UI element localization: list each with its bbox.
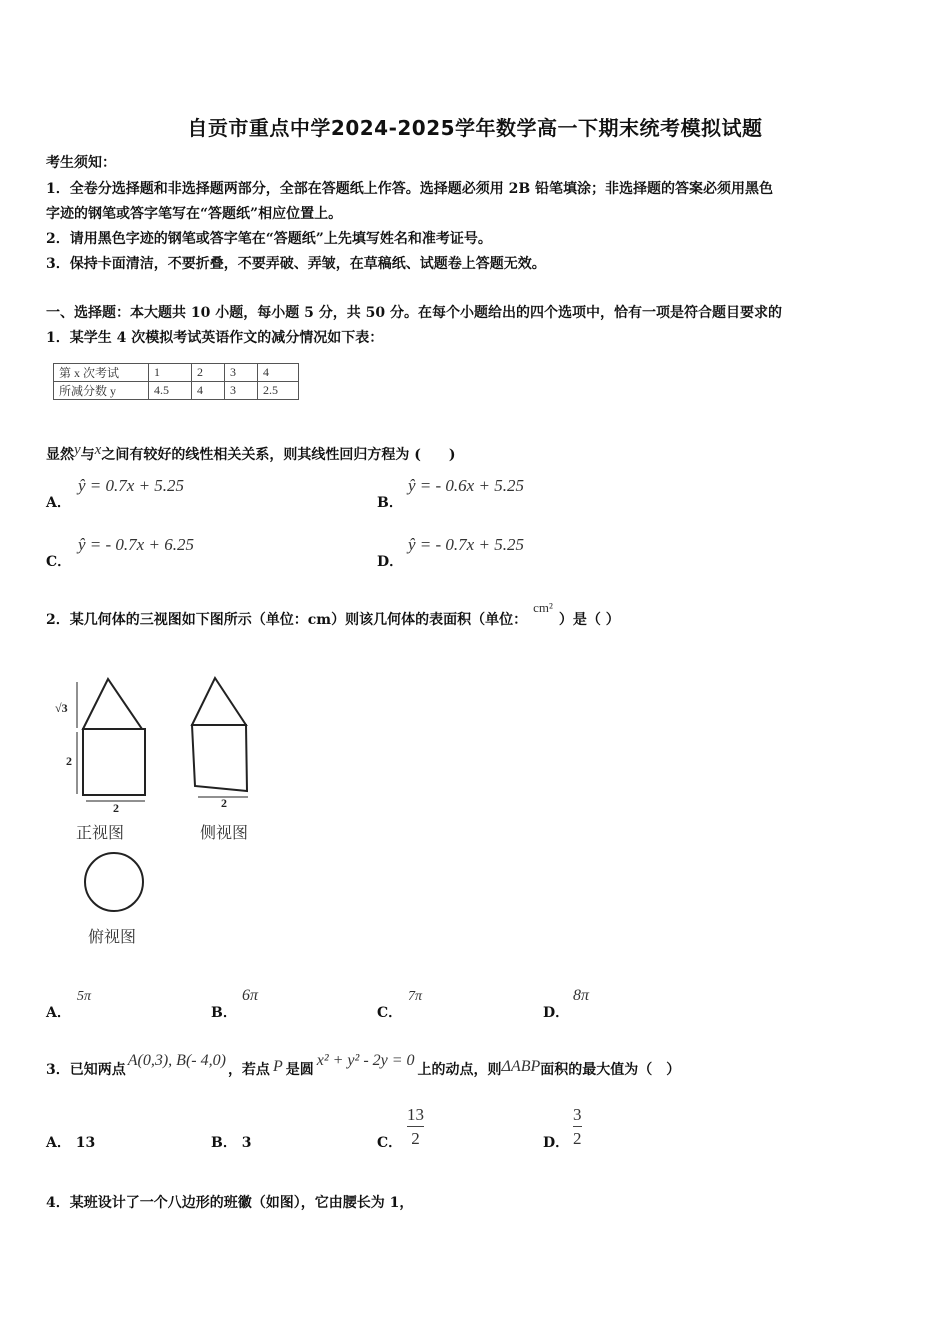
top-view-circle bbox=[85, 853, 143, 911]
q3-option-d-label[interactable]: D． bbox=[543, 1135, 570, 1151]
q3-option-d[interactable] bbox=[573, 1106, 582, 1147]
fraction-denominator: 2 bbox=[411, 1129, 420, 1148]
circle-equation: x² + y² - 2y = 0 bbox=[316, 1052, 415, 1069]
top-view-label: 俯视图 bbox=[88, 927, 137, 946]
notice-heading: 考生须知： bbox=[46, 155, 116, 171]
dim-2-front: 2 bbox=[113, 801, 119, 815]
notice-line-1a: 1．全卷分选择题和非选择题两部分，全部在答题纸上作答。选择题必须用 2B 铅笔填涂；非选择题的答案必须用黑色 bbox=[46, 181, 774, 197]
q2-stem: 2．某几何体的三视图如下图所示（单位：cm）则该几何体的表面积（单位：cm²）是（ ） bbox=[46, 600, 620, 628]
fraction-numerator: 3 bbox=[573, 1105, 582, 1124]
q2-option-d-label[interactable]: D． bbox=[543, 1005, 570, 1021]
q1-option-d-label[interactable]: D． bbox=[377, 554, 404, 570]
var-p: P bbox=[272, 1058, 283, 1075]
q3-option-c[interactable] bbox=[407, 1106, 424, 1147]
q2-option-b-label[interactable]: B． bbox=[211, 1005, 237, 1021]
dim-2-side: 2 bbox=[221, 796, 227, 810]
q1-option-c-label[interactable]: C． bbox=[46, 554, 72, 570]
notice-line-3: 3．保持卡面清洁，不要折叠，不要弄破、弄皱，在草稿纸、试题卷上答题无效。 bbox=[46, 256, 546, 272]
q3-option-c-label[interactable]: C． bbox=[377, 1135, 403, 1151]
side-view-label: 侧视图 bbox=[200, 823, 249, 842]
score-table bbox=[53, 363, 299, 400]
notice-line-2: 2．请用黑色字迹的钢笔或答字笔在“答题纸”上先填写姓名和准考证号。 bbox=[46, 231, 492, 247]
fraction-bar bbox=[407, 1126, 424, 1127]
front-square bbox=[83, 729, 145, 795]
q2-option-a-label[interactable]: A． bbox=[46, 1005, 71, 1021]
q1-option-b-label[interactable]: B． bbox=[377, 495, 403, 511]
q1-option-a-label[interactable]: A． bbox=[46, 495, 71, 511]
q3-option-b-label[interactable]: B． 3 bbox=[211, 1135, 252, 1151]
front-view bbox=[77, 679, 145, 801]
table-cell: 3 bbox=[225, 364, 258, 382]
page-title: 自贡市重点中学2024-2025学年数学高一下期末统考模拟试题 bbox=[187, 116, 763, 140]
fraction-denominator: 2 bbox=[573, 1129, 582, 1148]
q3-option-a[interactable]: 13 bbox=[75, 1135, 96, 1151]
table-cell: 1 bbox=[149, 364, 192, 382]
q1-option-d[interactable]: ŷ = - 0.7x + 5.25 bbox=[408, 535, 524, 554]
table-cell: 2.5 bbox=[258, 382, 299, 400]
q3-option-b[interactable]: 3 bbox=[241, 1135, 252, 1151]
var-x: x bbox=[94, 442, 102, 458]
triangle-abp: ΔABP bbox=[501, 1058, 541, 1075]
side-triangle bbox=[192, 678, 246, 725]
q4-stem: 4．某班设计了一个八边形的班徽（如图），它由腰长为 1， bbox=[46, 1195, 414, 1211]
three-views-figure bbox=[50, 670, 280, 950]
q2-option-c-label[interactable]: C． bbox=[377, 1005, 403, 1021]
q2-option-c[interactable]: 7π bbox=[408, 989, 423, 1004]
front-view-label: 正视图 bbox=[76, 823, 125, 842]
side-square bbox=[192, 725, 247, 791]
q1-stem: 1．某学生 4 次模拟考试英语作文的减分情况如下表： bbox=[46, 330, 384, 346]
q2-option-a[interactable]: 5π bbox=[77, 989, 92, 1004]
var-y: y bbox=[74, 442, 81, 458]
points-ab: A(0,3), B(- 4,0) bbox=[127, 1052, 226, 1069]
side-view bbox=[192, 678, 248, 797]
table-cell: 2 bbox=[192, 364, 225, 382]
table-row bbox=[54, 364, 299, 382]
q1-option-b[interactable]: ŷ = - 0.6x + 5.25 bbox=[408, 476, 524, 495]
table-cell: 4 bbox=[192, 382, 225, 400]
notice-line-1b: 字迹的钢笔或答字笔写在“答题纸”相应位置上。 bbox=[46, 206, 343, 222]
q1-option-c[interactable]: ŷ = - 0.7x + 6.25 bbox=[78, 535, 194, 554]
q2-option-b[interactable]: 6π bbox=[242, 987, 259, 1004]
q3-stem: 3．已知两点A(0,3), B(- 4,0)，若点 P 是圆x² + y² - 2y = 0上的动点，则ΔABP面积的最大值为（ ） bbox=[46, 1052, 681, 1078]
table-cell: 4.5 bbox=[149, 382, 192, 400]
fraction-numerator: 13 bbox=[407, 1105, 424, 1124]
dim-2-vertical: 2 bbox=[66, 754, 72, 768]
fraction-bar bbox=[573, 1126, 582, 1127]
unit-cm2: cm² bbox=[533, 600, 553, 615]
table-row bbox=[54, 382, 299, 400]
table-cell: 3 bbox=[225, 382, 258, 400]
q2-option-d[interactable]: 8π bbox=[573, 987, 590, 1004]
table-cell: 4 bbox=[258, 364, 299, 382]
q1-question: 显然y与x之间有较好的线性相关关系，则其线性回归方程为 ( ) bbox=[46, 442, 456, 463]
q3-option-a-label[interactable]: A． 13 bbox=[46, 1135, 96, 1151]
dim-sqrt3: √3 bbox=[55, 701, 68, 715]
q1-option-a[interactable]: ŷ = 0.7x + 5.25 bbox=[78, 476, 185, 495]
table-cell: 所减分数 y bbox=[54, 382, 149, 400]
table-cell: 第 x 次考试 bbox=[54, 364, 149, 382]
front-triangle bbox=[83, 679, 142, 729]
section-heading: 一、选择题：本大题共 10 小题，每小题 5 分，共 50 分。在每个小题给出的四个选项中，恰有一项是符合题目要求的 bbox=[46, 305, 782, 321]
